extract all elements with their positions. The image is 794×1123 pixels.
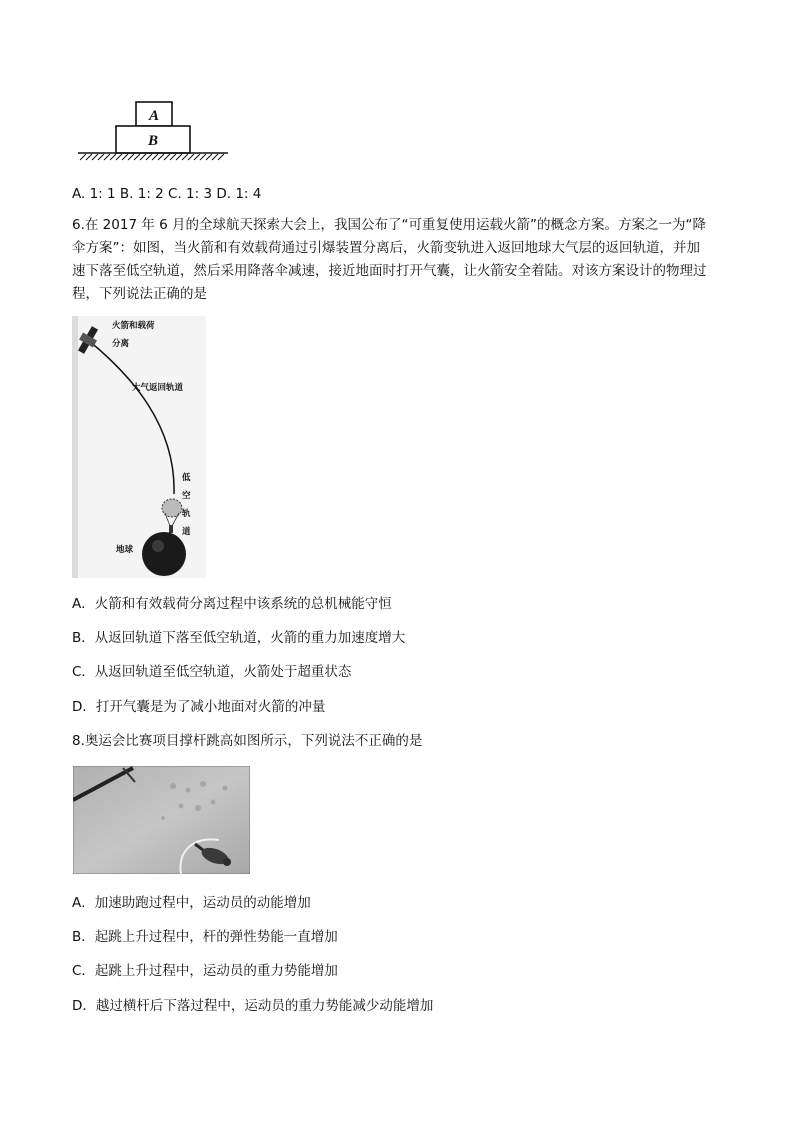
earth-label: 地球 — [116, 545, 134, 555]
q8-option-b: B．起跳上升过程中，杆的弹性势能一直增加 — [72, 929, 338, 945]
rocket-trajectory-figure — [72, 316, 206, 578]
q8-option-a: A．加速助跑过程中，运动员的动能增加 — [72, 895, 311, 911]
q6-option-a: A．火箭和有效载荷分离过程中该系统的总机械能守恒 — [72, 596, 392, 612]
low-orbit-label-3: 轨 — [182, 509, 191, 519]
return-orbit-label: 大气返回轨道 — [132, 383, 184, 393]
pole-vault-photo — [73, 766, 250, 874]
block-a-label: A — [148, 108, 160, 124]
q6-stem: 6.在 2017 年 6 月的全球航天探索大会上，我国公布了“可重复使用运载火箭”的概念方案。方案之一为“降伞方案”：如图，当火箭和有效载荷通过引爆装置分离后，火箭变轨进入返回地球大气层的返回轨道，并加速下落至低空轨道，然后采用降落伞减速，接近地面时打开气囊，让火箭安全着陆。对该方案设计的物理过程，下列说法正确的是 — [72, 217, 707, 302]
q8-option-d: D．越过横杆后下落过程中，运动员的重力势能减少动能增加 — [72, 998, 434, 1014]
q8-stem: 8.奥运会比赛项目撑杆跳高如图所示，下列说法不正确的是 — [72, 733, 423, 749]
earth-icon — [142, 532, 186, 576]
low-orbit-label-4: 道 — [182, 527, 191, 537]
low-orbit-label-1: 低 — [182, 473, 191, 483]
separation-label-1: 火箭和载荷 — [112, 321, 155, 331]
q6-option-d: D．打开气囊是为了减小地面对火箭的冲量 — [72, 699, 326, 715]
blocks-figure — [72, 96, 232, 162]
separation-label-2: 分离 — [112, 339, 130, 349]
block-b-label: B — [147, 133, 159, 149]
q5-options: A. 1: 1 B. 1: 2 C. 1: 3 D. 1: 4 — [72, 186, 262, 202]
low-orbit-label-2: 空 — [182, 491, 191, 501]
q6-option-b: B．从返回轨道下落至低空轨道，火箭的重力加速度增大 — [72, 630, 406, 646]
q6-option-c: C．从返回轨道至低空轨道，火箭处于超重状态 — [72, 664, 352, 680]
q8-option-c: C．起跳上升过程中，运动员的重力势能增加 — [72, 963, 338, 979]
